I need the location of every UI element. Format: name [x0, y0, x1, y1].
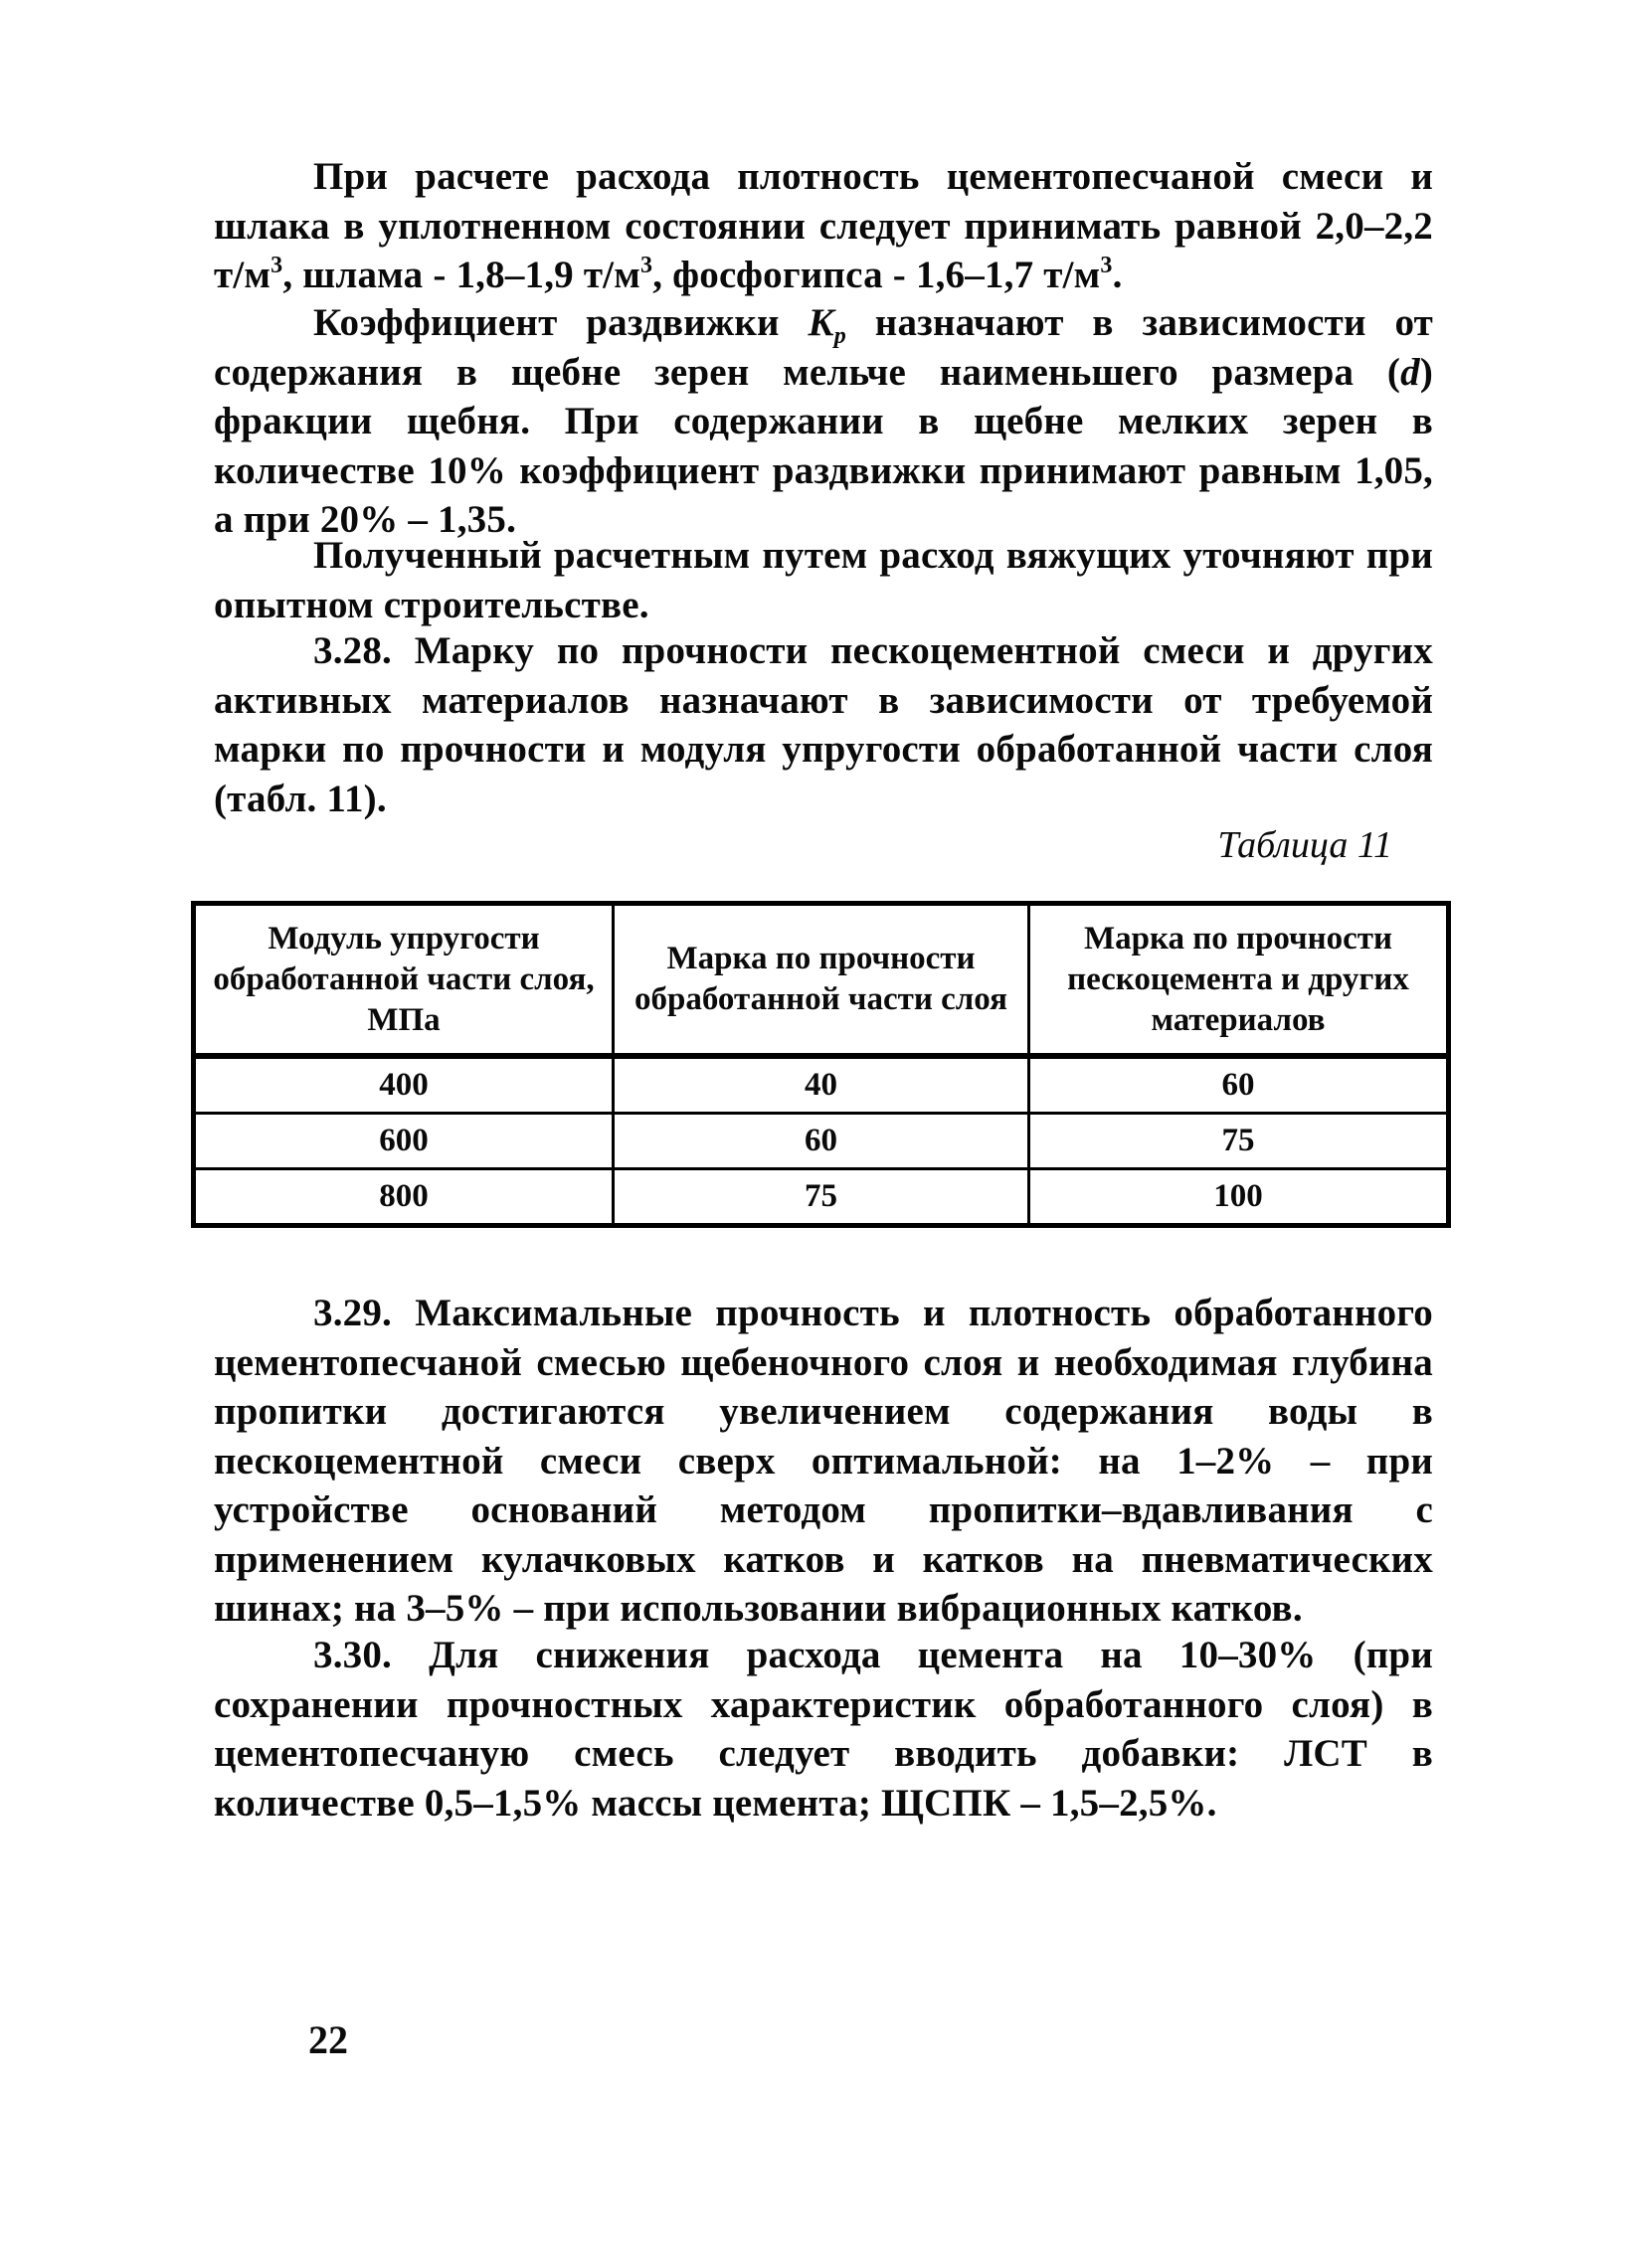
table-header-row: [194, 904, 1449, 1057]
paragraph-spread-text-c: ) фракции щебня. При содержании в щебне мелких зерен в количестве 10% коэффициент раздвижки принимают равным 1,05, а при 20% – 1,35.: [214, 350, 1433, 541]
table-cell: 40: [614, 1056, 1029, 1114]
table-cell: 100: [1029, 1169, 1449, 1226]
paragraph-spread-text-b: назначают в зависимости от содержания в щебне зерен мельче наименьшего размера (: [214, 301, 1433, 394]
symbol-d: d: [1400, 350, 1420, 394]
strength-table: [191, 901, 1451, 1228]
table-row: [194, 1056, 1449, 1114]
superscript-cubed: 3: [271, 253, 283, 278]
table-cell: 75: [614, 1169, 1029, 1226]
table-cell: 60: [1029, 1056, 1449, 1114]
table-header-cell: Марка по прочности обработанной части слоя: [614, 904, 1029, 1057]
paragraph-spread-text-a: Коэффициент раздвижки: [313, 301, 809, 344]
table-cell: 800: [194, 1169, 614, 1226]
table-caption: Таблица 11: [1217, 824, 1392, 866]
paragraph-3-28: 3.28. Марку по прочности пескоцементной смеси и других активных материалов назначают в зависимости от требуемой марки по прочности и модуля упругости обработанной части слоя (табл. 11).: [214, 629, 1433, 820]
table-cell: 75: [1029, 1114, 1449, 1169]
paragraph-density-text-c: , фосфогипса - 1,6–1,7 т/м: [652, 254, 1101, 296]
table-cell: 60: [614, 1114, 1029, 1169]
paragraph-binder-consumption: Полученный расчетным путем расход вяжущих уточняют при опытном строительстве.: [214, 534, 1433, 626]
table-row: [194, 1114, 1449, 1169]
page-number: 22: [308, 2017, 348, 2062]
paragraph-3-29: 3.29. Максимальные прочность и плотность обработанного цементопесчаной смесью щебеночного слоя и необходимая глубина пропитки достигаются увеличением содержания воды в пескоцементной смеси сверх оптимальной: на 1–2% – при устройстве оснований методом пропитки–вдавливания с применением кулачковых катков и катков на пневматических шинах; на 3–5% – при использовании вибрационных катков.: [214, 1292, 1433, 1630]
paragraph-density-text-d: .: [1112, 254, 1123, 296]
subscript-p: p: [833, 323, 846, 349]
superscript-cubed: 3: [639, 253, 653, 278]
table-cell: 600: [194, 1114, 614, 1169]
symbol-k: K: [808, 301, 834, 344]
table-row: [194, 1169, 1449, 1226]
paragraph-spread-coefficient: [214, 298, 1433, 545]
paragraph-density-text-b: , шлама - 1,8–1,9 т/м: [282, 254, 640, 296]
paragraph-density: [214, 152, 1433, 300]
superscript-cubed: 3: [1100, 253, 1113, 278]
table-cell: 400: [194, 1056, 614, 1114]
paragraph-3-30: 3.30. Для снижения расхода цемента на 10–30% (при сохранении прочностных характеристик обработанного слоя) в цементопесчаную смесь следует вводить добавки: ЛСТ в количестве 0,5–1,5% массы цемента; ЩСПК – 1,5–2,5%.: [214, 1634, 1433, 1825]
table-header-cell: Марка по прочности пескоцемента и других материалов: [1029, 904, 1449, 1057]
table-header-cell: Модуль упругости обработанной части слоя, МПа: [194, 904, 614, 1057]
paragraph-density-text-a: При расчете расхода плотность цементопесчаной смеси и шлака в уплотненном состоянии следует принимать равной 2,0–2,2 т/м: [214, 155, 1433, 296]
